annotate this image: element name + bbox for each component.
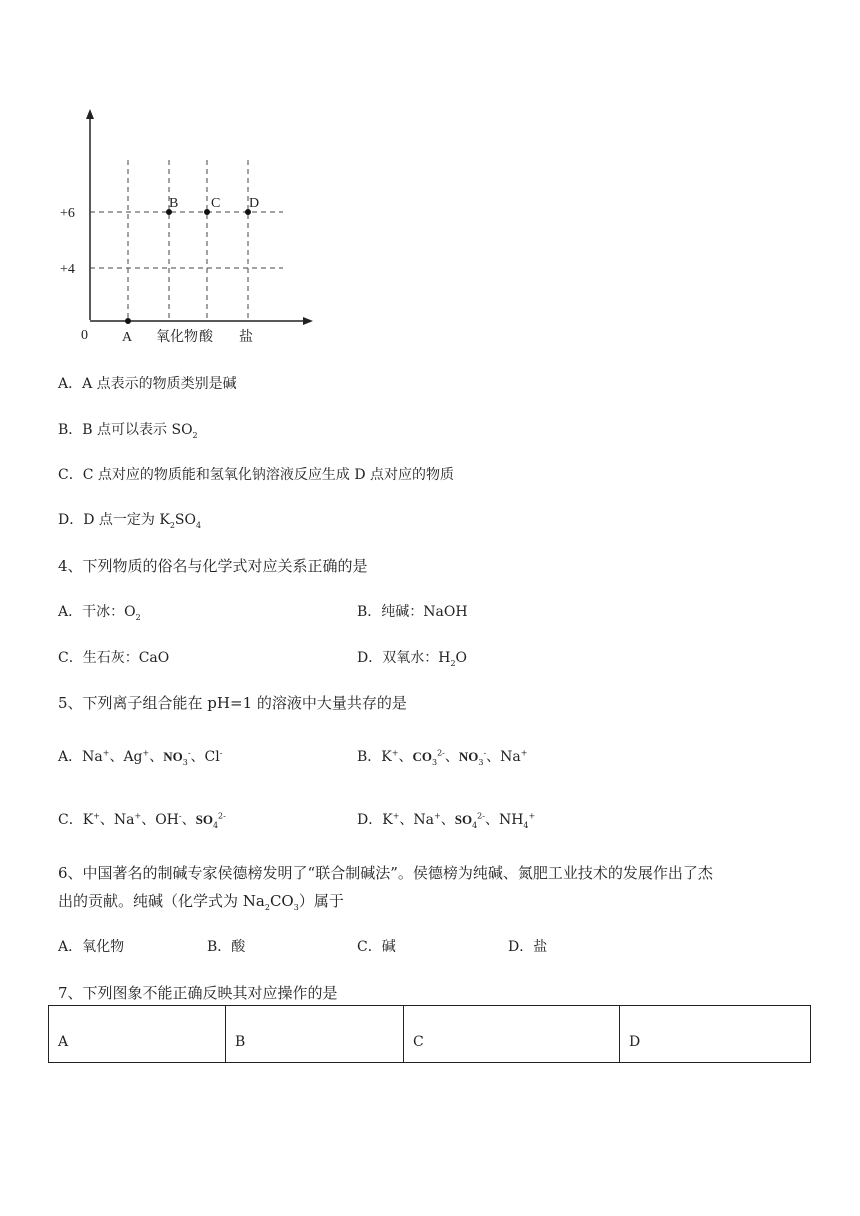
x-axis-arrow-icon: [303, 317, 313, 325]
q4-option-c: C．生石灰：CaO: [58, 650, 170, 666]
q3-option-d: D．D 点一定为 $K_2SO_4$: [58, 512, 202, 530]
table-row: [49, 1006, 811, 1063]
origin-label: 0: [81, 328, 88, 343]
q7-cell-d: D: [620, 1006, 811, 1063]
point-a: [125, 318, 131, 324]
valence-category-figure: [55, 105, 325, 350]
q6-stem-line2: 出的贡献。纯碱（化学式为 $Na_2CO_3$）属于: [58, 892, 344, 912]
q5-option-b: B．K+、$CO_3^{2-}$、$NO_3^-$、Na+: [357, 748, 528, 767]
point-c: [204, 209, 210, 215]
point-label-b: B: [169, 196, 179, 211]
q5-option-d: D．K+、Na+、$SO_4^{2-}$、$NH_4^+$: [357, 811, 536, 830]
q7-cell-a: A: [49, 1006, 226, 1063]
tick-plus6: +6: [60, 206, 75, 221]
q6-option-b: B．酸: [207, 939, 246, 955]
q6-option-d: D．盐: [508, 939, 548, 955]
x-label-a: A: [122, 330, 133, 345]
q7-stem: 7、下列图象不能正确反映其对应操作的是: [58, 984, 338, 1002]
q3-option-c: C．C 点对应的物质能和氢氧化钠溶液反应生成 D 点对应的物质: [58, 467, 454, 483]
q4-option-b: B．纯碱：NaOH: [357, 604, 468, 620]
tick-plus4: +4: [60, 262, 75, 277]
q5-option-a: A．Na+、Ag+、$NO_3^-$、Cl-: [58, 748, 223, 767]
x-label-oxide: 氧化物: [156, 330, 198, 345]
q7-cell-b: B: [226, 1006, 404, 1063]
q6-option-c: C．碱: [357, 939, 396, 955]
q6-option-a: A．氧化物: [58, 939, 125, 955]
point-label-c: C: [211, 196, 221, 211]
q4-option-d: D．双氧水：$H_2O$: [357, 650, 468, 668]
x-label-acid: 酸: [199, 330, 213, 345]
q3-option-a: A．A 点表示的物质类别是碱: [58, 376, 237, 392]
q5-stem: 5、下列离子组合能在 pH=1 的溶液中大量共存的是: [58, 694, 407, 712]
point-label-d: D: [249, 196, 260, 211]
q7-cell-c: C: [404, 1006, 620, 1063]
q3-option-b: B．B 点可以表示 $SO_2$: [58, 422, 198, 440]
q4-stem: 4、下列物质的俗名与化学式对应关系正确的是: [58, 557, 368, 575]
y-axis-arrow-icon: [86, 109, 94, 119]
x-label-salt: 盐: [239, 330, 253, 345]
q7-options-table: [48, 1005, 811, 1063]
q6-stem-line1: 6、中国著名的制碱专家侯德榜发明了“联合制碱法”。侯德榜为纯碱、氮肥工业技术的发展作出了杰: [58, 864, 713, 882]
q5-option-c: C．K+、Na+、OH-、$SO_4^{2-}$: [58, 811, 226, 830]
q4-option-a: A．干冰：$O_2$: [58, 604, 141, 622]
